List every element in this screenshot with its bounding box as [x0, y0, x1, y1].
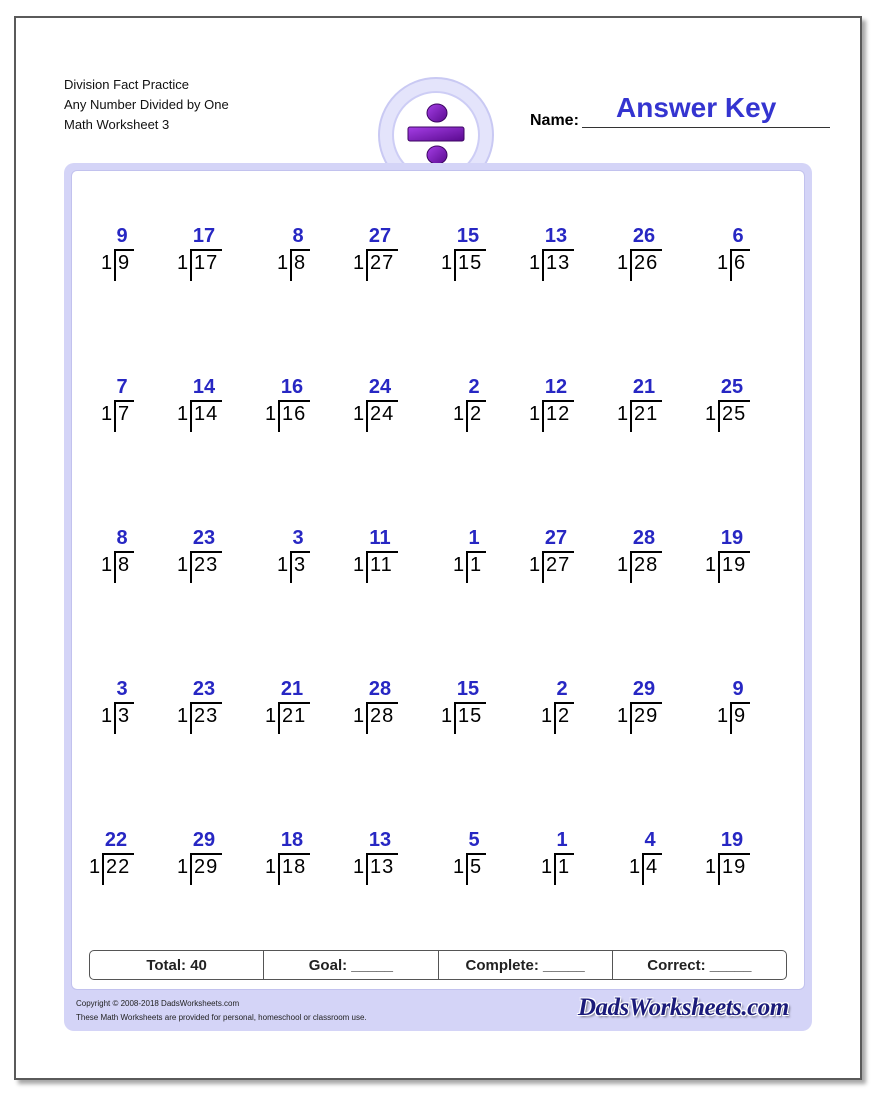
dividend: 11 [370, 554, 393, 576]
worksheet-title: Division Fact Practice [64, 77, 189, 92]
dividend: 2 [470, 403, 483, 425]
dividend: 23 [194, 705, 219, 727]
division-problem [0, 376, 880, 436]
quotient-answer: 8 [292, 225, 304, 247]
divisor: 1 [617, 554, 629, 576]
dividend: 27 [370, 252, 395, 274]
dividend: 13 [546, 252, 571, 274]
divisor: 1 [717, 705, 729, 727]
dividend: 4 [646, 856, 659, 878]
dividend: 6 [734, 252, 747, 274]
quotient-answer: 4 [644, 829, 656, 851]
copyright-text: Copyright © 2008-2018 DadsWorksheets.com [76, 999, 240, 1008]
quotient-answer: 23 [192, 527, 216, 549]
divisor: 1 [265, 856, 277, 878]
dividend: 7 [118, 403, 131, 425]
dividend: 18 [282, 856, 307, 878]
brand-logo: DadsWorksheets.com [578, 994, 789, 1021]
divisor: 1 [265, 705, 277, 727]
dividend: 9 [118, 252, 131, 274]
dividend: 8 [118, 554, 131, 576]
name-label: Name: [530, 112, 579, 129]
division-problem [0, 829, 880, 889]
dividend: 26 [634, 252, 659, 274]
dividend: 5 [470, 856, 483, 878]
divisor: 1 [453, 856, 465, 878]
dividend: 25 [722, 403, 747, 425]
dividend: 29 [194, 856, 219, 878]
quotient-answer: 26 [632, 225, 656, 247]
divisor: 1 [705, 856, 717, 878]
quotient-answer: 13 [544, 225, 568, 247]
dividend: 28 [370, 705, 395, 727]
divisor: 1 [353, 856, 365, 878]
divisor: 1 [277, 252, 289, 274]
dividend: 12 [546, 403, 571, 425]
quotient-answer: 2 [468, 376, 480, 398]
quotient-answer: 5 [468, 829, 480, 851]
goal-cell: Goal: _____ [264, 951, 438, 979]
dividend: 17 [194, 252, 219, 274]
dividend: 19 [722, 554, 747, 576]
division-problem [0, 225, 880, 285]
divisor: 1 [717, 252, 729, 274]
quotient-answer: 25 [720, 376, 744, 398]
divisor: 1 [89, 856, 101, 878]
divisor: 1 [453, 554, 465, 576]
divisor: 1 [177, 554, 189, 576]
division-problem [0, 527, 880, 587]
dividend: 21 [634, 403, 659, 425]
quotient-answer: 27 [368, 225, 392, 247]
divisor: 1 [441, 252, 453, 274]
dividend: 21 [282, 705, 307, 727]
divisor: 1 [177, 856, 189, 878]
dividend: 3 [118, 705, 131, 727]
divisor: 1 [265, 403, 277, 425]
divisor: 1 [353, 403, 365, 425]
usage-notice: These Math Worksheets are provided for personal, homeschool or classroom use. [76, 1013, 367, 1022]
divisor: 1 [177, 252, 189, 274]
correct-cell: Correct: _____ [647, 956, 752, 974]
divisor: 1 [353, 705, 365, 727]
divisor: 1 [529, 403, 541, 425]
quotient-answer: 29 [632, 678, 656, 700]
quotient-answer: 3 [116, 678, 128, 700]
dividend: 19 [722, 856, 747, 878]
divisor: 1 [441, 705, 453, 727]
dividend: 22 [106, 856, 131, 878]
dividend: 27 [546, 554, 571, 576]
quotient-answer: 27 [544, 527, 568, 549]
divisor: 1 [617, 705, 629, 727]
quotient-answer: 15 [456, 678, 480, 700]
divisor: 1 [617, 252, 629, 274]
quotient-answer: 1 [556, 829, 568, 851]
name-line [582, 127, 830, 128]
divisor: 1 [101, 252, 113, 274]
quotient-answer: 21 [632, 376, 656, 398]
divisor: 1 [453, 403, 465, 425]
dividend: 14 [194, 403, 219, 425]
quotient-answer: 14 [192, 376, 216, 398]
divisor: 1 [541, 705, 553, 727]
quotient-answer: 3 [292, 527, 304, 549]
dividend: 8 [294, 252, 307, 274]
dividend: 15 [458, 252, 483, 274]
quotient-answer: 1 [468, 527, 480, 549]
quotient-answer: 17 [192, 225, 216, 247]
dividend: 24 [370, 403, 395, 425]
divisor: 1 [629, 856, 641, 878]
totals-bar [89, 950, 787, 980]
quotient-answer: 24 [368, 376, 392, 398]
divisor: 1 [529, 252, 541, 274]
quotient-answer: 19 [720, 527, 744, 549]
quotient-answer: 18 [280, 829, 304, 851]
divisor: 1 [101, 554, 113, 576]
quotient-answer: 22 [104, 829, 128, 851]
quotient-answer: 28 [632, 527, 656, 549]
dividend: 2 [558, 705, 571, 727]
divisor: 1 [705, 554, 717, 576]
quotient-answer: 2 [556, 678, 568, 700]
quotient-answer: 21 [280, 678, 304, 700]
complete-cell: Complete: _____ [439, 951, 613, 979]
division-problem [0, 678, 880, 738]
quotient-answer: 8 [116, 527, 128, 549]
divisor: 1 [705, 403, 717, 425]
quotient-answer: 15 [456, 225, 480, 247]
worksheet-subtitle: Any Number Divided by One [64, 97, 229, 112]
quotient-answer: 12 [544, 376, 568, 398]
dividend: 13 [370, 856, 395, 878]
quotient-answer: 16 [280, 376, 304, 398]
quotient-answer: 9 [116, 225, 128, 247]
quotient-answer: 19 [720, 829, 744, 851]
divisor: 1 [353, 554, 365, 576]
divisor: 1 [617, 403, 629, 425]
divisor: 1 [353, 252, 365, 274]
quotient-answer: 13 [368, 829, 392, 851]
divisor: 1 [541, 856, 553, 878]
dividend: 29 [634, 705, 659, 727]
quotient-answer: 6 [732, 225, 744, 247]
dividend: 28 [634, 554, 659, 576]
answer-key-text: Answer Key [616, 92, 777, 123]
quotient-answer: 23 [192, 678, 216, 700]
divisor: 1 [177, 403, 189, 425]
dividend: 15 [458, 705, 483, 727]
divisor: 1 [177, 705, 189, 727]
quotient-answer: 28 [368, 678, 392, 700]
dividend: 16 [282, 403, 307, 425]
divisor: 1 [101, 705, 113, 727]
total-cell: Total: 40 [90, 951, 264, 979]
divisor: 1 [277, 554, 289, 576]
quotient-answer: 29 [192, 829, 216, 851]
divisor: 1 [101, 403, 113, 425]
dividend: 1 [558, 856, 571, 878]
quotient-answer: 11 [369, 527, 391, 549]
problems-frame [64, 163, 812, 1031]
quotient-answer: 7 [116, 376, 128, 398]
dividend: 1 [470, 554, 483, 576]
divisor: 1 [529, 554, 541, 576]
dividend: 9 [734, 705, 747, 727]
quotient-answer: 9 [732, 678, 744, 700]
worksheet-number: Math Worksheet 3 [64, 117, 170, 132]
dividend: 23 [194, 554, 219, 576]
dividend: 3 [294, 554, 307, 576]
